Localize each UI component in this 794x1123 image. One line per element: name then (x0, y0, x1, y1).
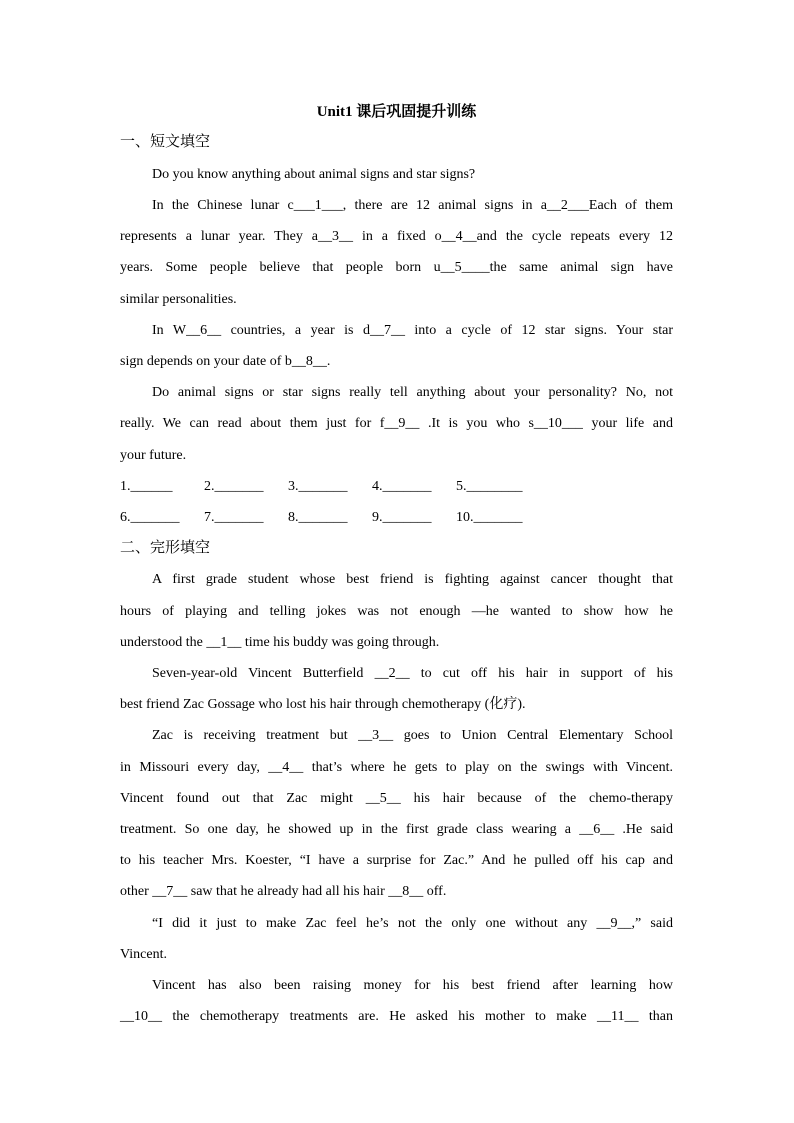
paragraph-line: “I did it just to make Zac feel he’s not the only one without any __9__,” said (152, 916, 673, 931)
paragraph-line: represents a lunar year. They a__3__ in a fixed o__4__and the cycle repeats every 12 (120, 229, 673, 244)
answer-blank[interactable]: 9._______ (372, 510, 432, 525)
answer-blank[interactable]: 5.________ (456, 479, 523, 494)
paragraph-line: understood the __1__ time his buddy was going through. (120, 635, 440, 650)
paragraph-line: A first grade student whose best friend is fighting against cancer thought that (152, 572, 673, 587)
answer-row (120, 477, 673, 497)
section-heading-fill-in: 一、短文填空 (120, 134, 211, 150)
paragraph-line: Seven-year-old Vincent Butterfield __2__ to cut off his hair in support of his (152, 666, 673, 681)
paragraph-line: Do you know anything about animal signs and star signs? (152, 167, 476, 182)
paragraph-line: in Missouri every day, __4__ that’s where he gets to play on the swings with Vincent. (120, 760, 673, 775)
paragraph-line: In W__6__ countries, a year is d__7__ into a cycle of 12 star signs. Your star (152, 323, 673, 338)
answer-row (120, 508, 673, 528)
answer-blank[interactable]: 8._______ (288, 510, 348, 525)
answer-blank[interactable]: 7._______ (204, 510, 264, 525)
paragraph-line: Vincent found out that Zac might __5__ his hair because of the chemo-therapy (120, 791, 673, 806)
paragraph-line: __10__ the chemotherapy treatments are. He asked his mother to make __11__ than (120, 1009, 673, 1024)
page-title: Unit1 课后巩固提升训练 (316, 104, 477, 120)
paragraph-line: sign depends on your date of b__8__. (120, 354, 331, 369)
paragraph-line: Vincent has also been raising money for his best friend after learning how (152, 978, 673, 993)
paragraph-line: your future. (120, 448, 187, 463)
paragraph-line: really. We can read about them just for f__9__ .It is you who s__10___ your life and (120, 416, 673, 431)
section-heading-cloze: 二、完形填空 (120, 540, 211, 556)
paragraph-line: other __7__ saw that he already had all his hair __8__ off. (120, 884, 447, 899)
paragraph-line: Vincent. (120, 947, 167, 962)
answer-blank[interactable]: 2._______ (204, 479, 264, 494)
answer-blank[interactable]: 10._______ (456, 510, 523, 525)
paragraph-line: similar personalities. (120, 292, 237, 307)
paragraph-line: hours of playing and telling jokes was not enough —he wanted to show how he (120, 604, 673, 619)
paragraph-line: Do animal signs or star signs really tell anything about your personality? No, not (152, 385, 673, 400)
answer-blank[interactable]: 4._______ (372, 479, 432, 494)
paragraph-line: treatment. So one day, he showed up in the first grade class wearing a __6__ .He said (120, 822, 673, 837)
answer-blank[interactable]: 1.______ (120, 479, 173, 494)
answer-blank[interactable]: 6._______ (120, 510, 180, 525)
paragraph-line: best friend Zac Gossage who lost his hair through chemotherapy (化疗). (120, 697, 526, 712)
paragraph-line: Zac is receiving treatment but __3__ goes to Union Central Elementary School (152, 728, 673, 743)
paragraph-line: years. Some people believe that people born u__5____the same animal sign have (120, 260, 673, 275)
paragraph-line: In the Chinese lunar c___1___, there are 12 animal signs in a__2___Each of them (152, 198, 673, 213)
paragraph-line: to his teacher Mrs. Koester, “I have a surprise for Zac.” And he pulled off his cap and (120, 853, 673, 868)
answer-blank[interactable]: 3._______ (288, 479, 348, 494)
